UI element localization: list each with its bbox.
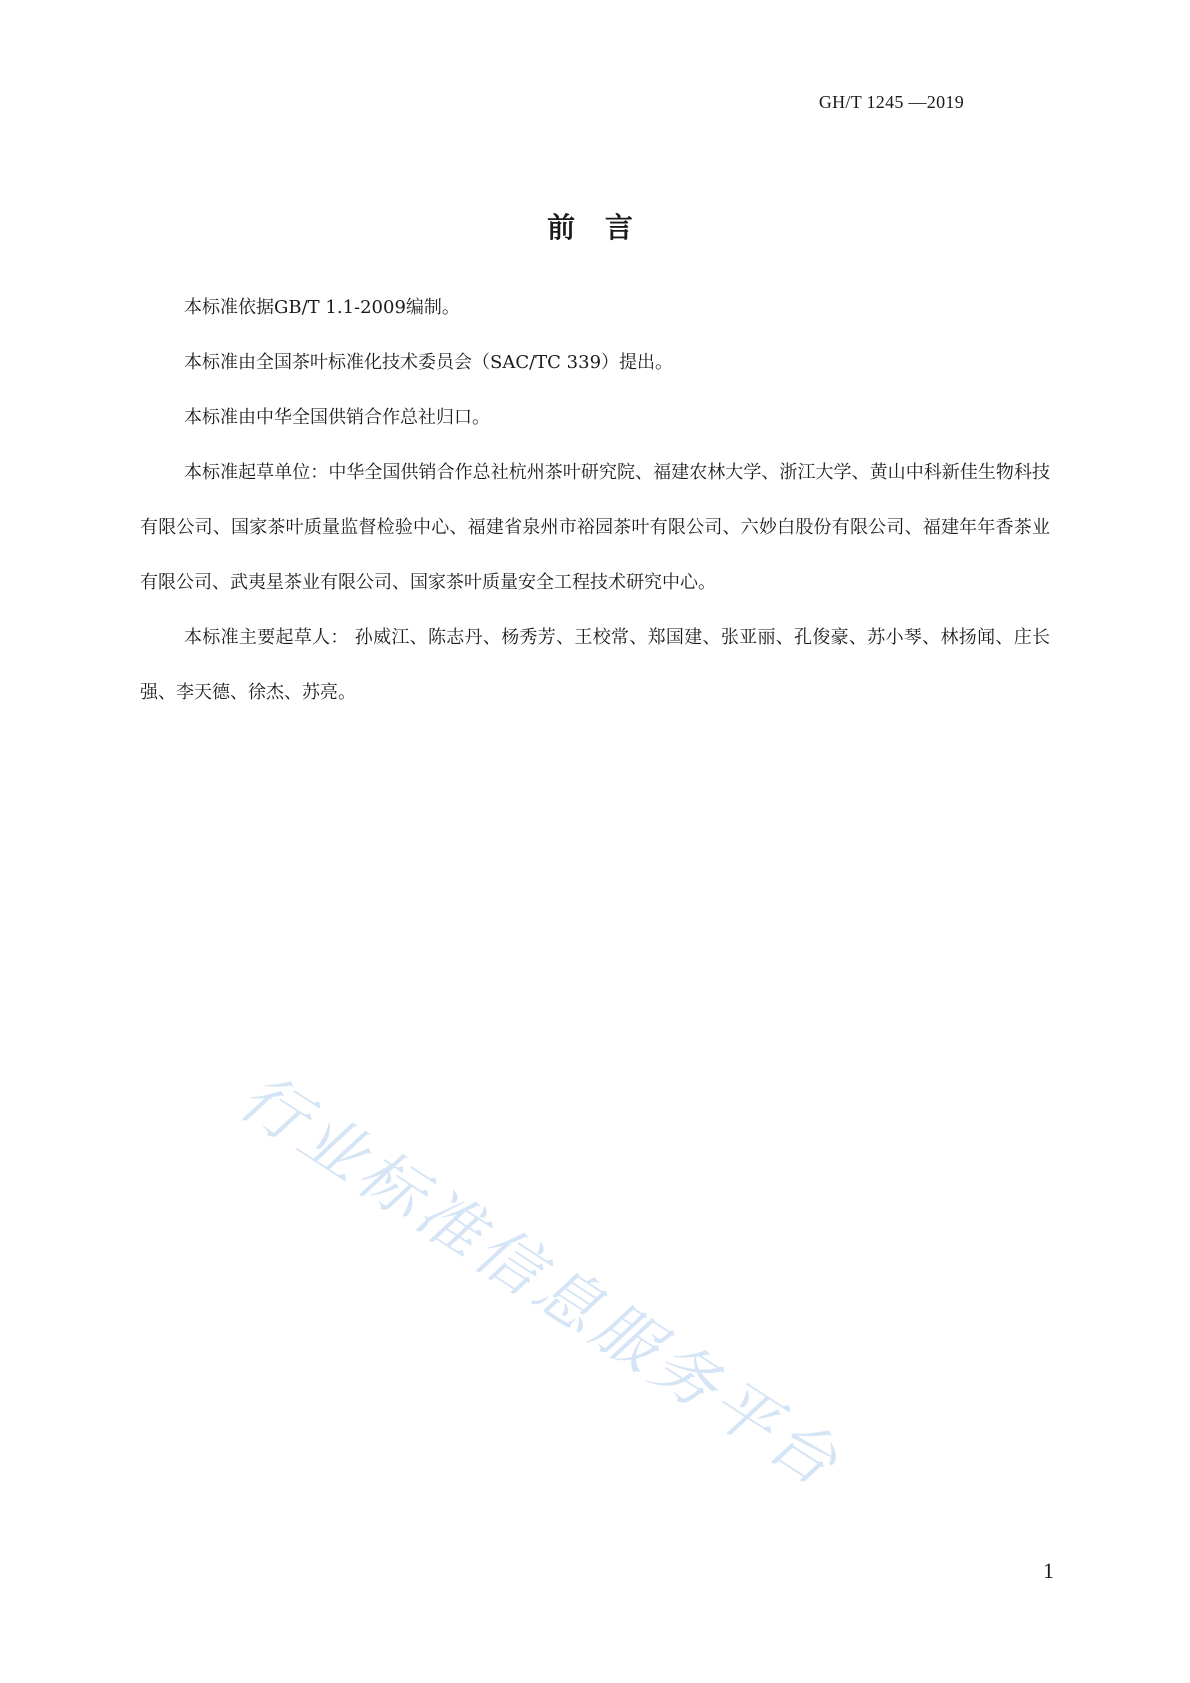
paragraph-drafters: 本标准主要起草人： 孙威江、陈志丹、杨秀芳、王校常、郑国建、张亚丽、孔俊豪、苏小琴、林扬闻、庄长强、李天德、徐杰、苏亮。 [140,627,1050,703]
paragraph-basis: 本标准依据GB/T 1.1-2009编制。 [184,297,460,318]
page-number: 1 [1043,1558,1054,1583]
paragraph-drafting-units: 本标准起草单位：中华全国供销合作总社杭州茶叶研究院、福建农林大学、浙江大学、黄山中科新佳生物科技有限公司、国家茶叶质量监督检验中心、福建省泉州市裕园茶叶有限公司、六妙白股份有限公司、福建年年香茶业有限公司、武夷星茶业有限公司、国家茶叶质量安全工程技术研究中心。 [140,462,1050,593]
paragraph-proposer: 本标准由全国茶叶标准化技术委员会（SAC/TC 339）提出。 [184,352,674,373]
page-title: 前 言 [547,211,643,244]
watermark: 行业标准信息服务平台 [226,1060,854,1504]
paragraph-administrator: 本标准由中华全国供销合作总社归口。 [184,407,490,428]
foreword-body [140,280,1050,720]
document-code: GH/T 1245 —2019 [818,92,964,112]
